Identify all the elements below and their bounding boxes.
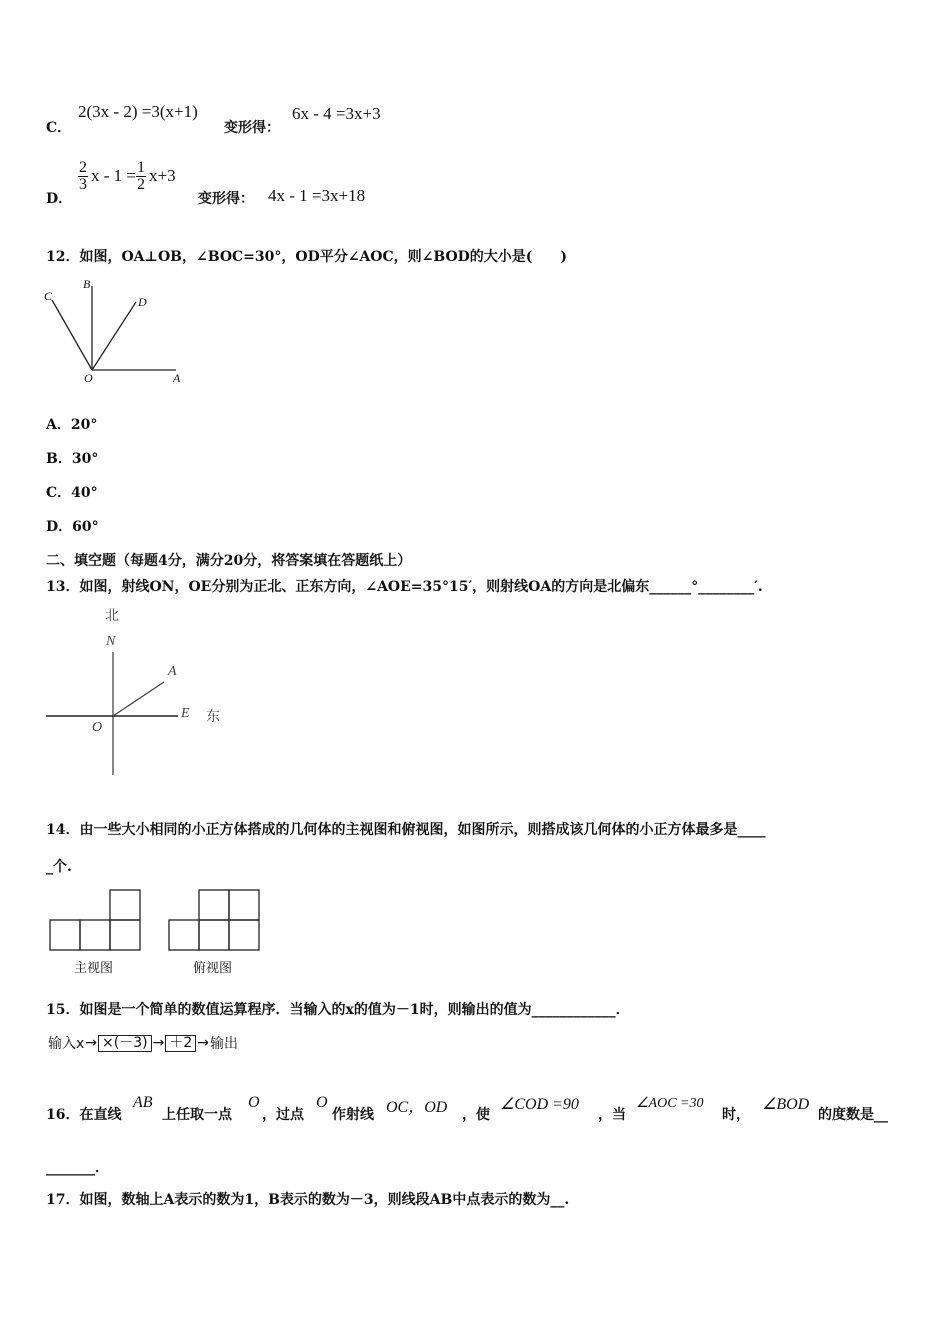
flow-add-box: ＋2 [165,1035,196,1052]
q13-stem: 13．如图，射线ON，OE分别为正北、正东方向，∠AOE=35°15′，则射线OA的方向是北偏东______°________′. [46,579,763,595]
label-a: A [173,371,181,385]
q16-part3: ，过点 [262,1107,304,1123]
q12-option-a: A．20° [46,417,98,433]
q16-rays: OC，OD [386,1099,448,1116]
top-view-caption: 俯视图 [193,961,233,976]
label-o: O [92,720,103,735]
q16-angle-cod: ∠COD =90 [500,1096,579,1113]
label-e: E [181,706,190,721]
option-d-equation: $\frac{2}{3}$ x - 1 = $\frac{1}{2}$ x+3 [79,159,176,193]
label-east-cn: 东 [206,709,220,725]
label-b: B [83,277,91,291]
q16-part5: ，使 [462,1107,490,1123]
q13-compass-figure [40,600,240,780]
label-a: A [168,664,177,679]
q16-angle-bod: ∠BOD [762,1096,810,1113]
front-view [50,890,140,950]
option-d-transform-label: 变形得： [198,191,254,207]
q16-part1: 16．在直线 [46,1107,122,1123]
q16-o2: O [316,1094,328,1111]
label-c: C [44,289,53,303]
q16-part2: 上任取一点 [162,1107,232,1123]
option-c-transform-label: 变形得： [224,120,280,136]
option-d-result: 4x - 1 =3x+18 [268,186,366,205]
q16-line2: _______． [46,1160,109,1176]
q16-part8: 的度数是__ [818,1107,888,1123]
flow-multiply-box: ×(－3) [98,1035,152,1052]
fraction-two-thirds: $\frac{2}{3}$ [79,159,87,193]
option-c-result: 6x - 4 =3x+3 [292,104,381,123]
section-heading: 二、填空题（每题4分，满分20分，将答案填在答题纸上） [46,553,412,569]
q16-ab: AB [133,1094,153,1111]
q12-option-c: C．40° [46,485,98,501]
q17-stem: 17．如图，数轴上A表示的数为1，B表示的数为－3，则线段AB中点表示的数为__. [46,1192,570,1208]
q14-views-figure [48,888,268,954]
option-c-equation: 2(3x - 2) =3(x+1) [78,102,198,121]
q16-angle-aoc: ∠AOC =30 [636,1096,704,1111]
q16-part6: ，当 [598,1107,626,1123]
option-c-letter: C． [46,120,72,136]
flow-output: 输出 [209,1036,238,1052]
fraction-one-half: $\frac{1}{2}$ [137,159,145,193]
q14-stem-line2: _个. [46,859,72,875]
q12-option-b: B．30° [46,451,99,467]
q16-part4: 作射线 [332,1107,374,1123]
q16-part7: 时， [722,1107,750,1123]
option-d-letter: D． [46,191,73,207]
q16-o1: O [248,1094,260,1111]
q15-stem: 15．如图是一个简单的数值运算程序．当输入的x的值为－1时，则输出的值为____________． [46,1002,630,1018]
q12-option-d: D．60° [46,519,99,535]
q14-stem-line1: 14．由一些大小相同的小正方体搭成的几何体的主视图和俯视图，如图所示，则搭成该几何体的小正方体最多是____ [46,822,766,838]
q15-flowchart: 输入x → ×(－3) → ＋2 → 输出 [48,1034,238,1052]
label-d: D [138,295,147,309]
top-view [169,890,259,950]
label-o: O [84,371,93,385]
front-view-caption: 主视图 [74,961,114,976]
flow-input: 输入x [48,1036,85,1052]
label-north-cn: 北 [105,608,119,624]
q12-angle-figure [40,278,190,388]
q12-stem: 12．如图，OA⊥OB，∠BOC=30°，OD平分∠AOC，则∠BOD的大小是( ) [46,249,568,265]
label-n: N [106,634,116,649]
